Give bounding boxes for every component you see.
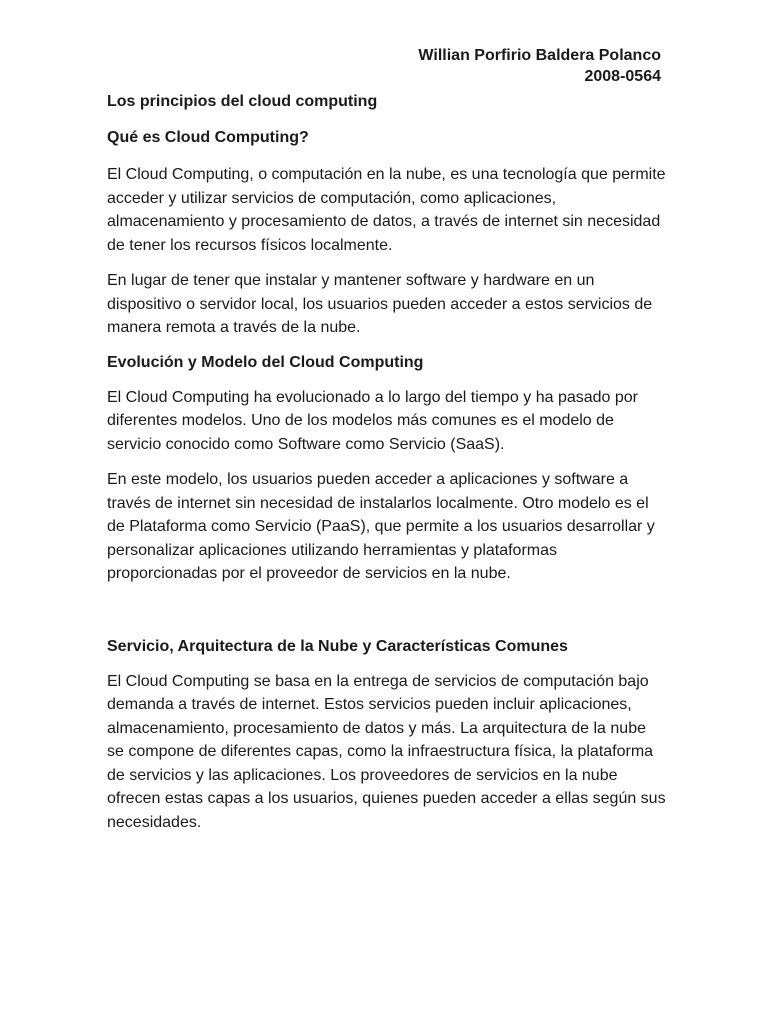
author-id: 2008-0564 bbox=[584, 68, 661, 85]
author-name: Willian Porfirio Baldera Polanco bbox=[418, 47, 661, 64]
document-content bbox=[107, 91, 667, 834]
paragraph: En este modelo, los usuarios pueden acceder a aplicaciones y software a través de internet sin necesidad de instalarlos localmente. Otro modelo es el de Plataforma como Servicio (PaaS), que permite a los usuarios desarrollar y personalizar aplicaciones utilizando herramientas y plataformas proporcionadas por el proveedor de servicios en la nube. bbox=[107, 471, 655, 582]
paragraph: El Cloud Computing, o computación en la nube, es una tecnología que permite acceder y utilizar servicios de computación, como aplicaciones, almacenamiento y procesamiento de datos, a través de internet sin necesidad de tener los recursos físicos localmente. bbox=[107, 166, 666, 254]
paragraph: En lugar de tener que instalar y mantener software y hardware en un dispositivo o servidor local, los usuarios pueden acceder a estos servicios de manera remota a través de la nube. bbox=[107, 272, 653, 336]
paragraph: El Cloud Computing se basa en la entrega de servicios de computación bajo demanda a través de internet. Estos servicios pueden incluir aplicaciones, almacenamiento, procesamiento de datos y más. La arquitectura de la nube se compone de diferentes capas, como la infraestructura física, la plataforma de servicios y las aplicaciones. Los proveedores de servicios en la nube ofrecen estas capas a los usuarios, quienes pueden acceder a ellas según sus necesidades. bbox=[107, 672, 666, 831]
paragraph: El Cloud Computing ha evolucionado a lo largo del tiempo y ha pasado por diferentes modelos. Uno de los modelos más comunes es el modelo de servicio conocido como Software como Servicio (SaaS). bbox=[107, 388, 639, 453]
author-block bbox=[418, 45, 661, 87]
section-heading-servicio: Servicio, Arquitectura de la Nube y Características Comunes bbox=[107, 637, 568, 655]
section-heading-evolucion: Evolución y Modelo del Cloud Computing bbox=[107, 353, 424, 371]
section-heading-que-es: Qué es Cloud Computing? bbox=[107, 129, 309, 146]
document-title: Los principios del cloud computing bbox=[107, 93, 378, 110]
